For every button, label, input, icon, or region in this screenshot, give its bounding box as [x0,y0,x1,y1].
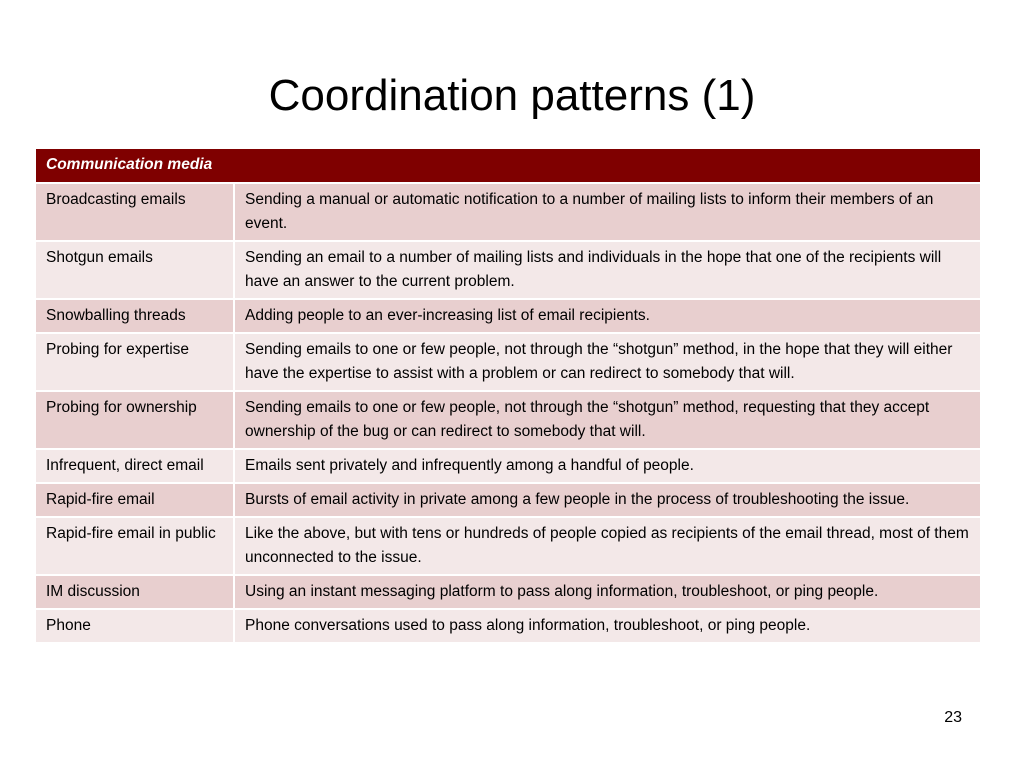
pattern-name: Probing for expertise [36,333,234,391]
table-row [36,299,980,333]
table-row [36,391,980,449]
pattern-name: Rapid-fire email in public [36,517,234,575]
pattern-description: Sending a manual or automatic notification to a number of mailing lists to inform their members of an event. [234,183,980,241]
table-row [36,183,980,241]
pattern-description: Like the above, but with tens or hundreds of people copied as recipients of the email thread, most of them unconnected to the issue. [234,517,980,575]
table-row [36,449,980,483]
pattern-description: Sending an email to a number of mailing lists and individuals in the hope that one of the recipients will have an answer to the current problem. [234,241,980,299]
pattern-name: Phone [36,609,234,643]
pattern-name: Broadcasting emails [36,183,234,241]
table-row [36,241,980,299]
coordination-patterns-table [36,149,980,644]
table-row [36,609,980,643]
pattern-description: Sending emails to one or few people, not through the “shotgun” method, requesting that they accept ownership of the bug or can redirect to somebody that will. [234,391,980,449]
table-row [36,483,980,517]
table-header-communication-media: Communication media [36,149,980,183]
pattern-description: Using an instant messaging platform to pass along information, troubleshoot, or ping people. [234,575,980,609]
pattern-name: IM discussion [36,575,234,609]
pattern-name: Probing for ownership [36,391,234,449]
pattern-name: Infrequent, direct email [36,449,234,483]
table-row [36,517,980,575]
pattern-name: Rapid-fire email [36,483,234,517]
pattern-name: Shotgun emails [36,241,234,299]
pattern-description: Bursts of email activity in private among a few people in the process of troubleshooting the issue. [234,483,980,517]
pattern-description: Phone conversations used to pass along information, troubleshoot, or ping people. [234,609,980,643]
pattern-description: Adding people to an ever-increasing list of email recipients. [234,299,980,333]
table-row [36,333,980,391]
slide-title: Coordination patterns (1) [268,71,756,120]
pattern-name: Snowballing threads [36,299,234,333]
table-header-row [36,149,980,183]
table-row [36,575,980,609]
pattern-description: Emails sent privately and infrequently among a handful of people. [234,449,980,483]
page-number: 23 [944,709,962,726]
pattern-description: Sending emails to one or few people, not through the “shotgun” method, in the hope that they will either have the expertise to assist with a problem or can redirect to somebody that will. [234,333,980,391]
